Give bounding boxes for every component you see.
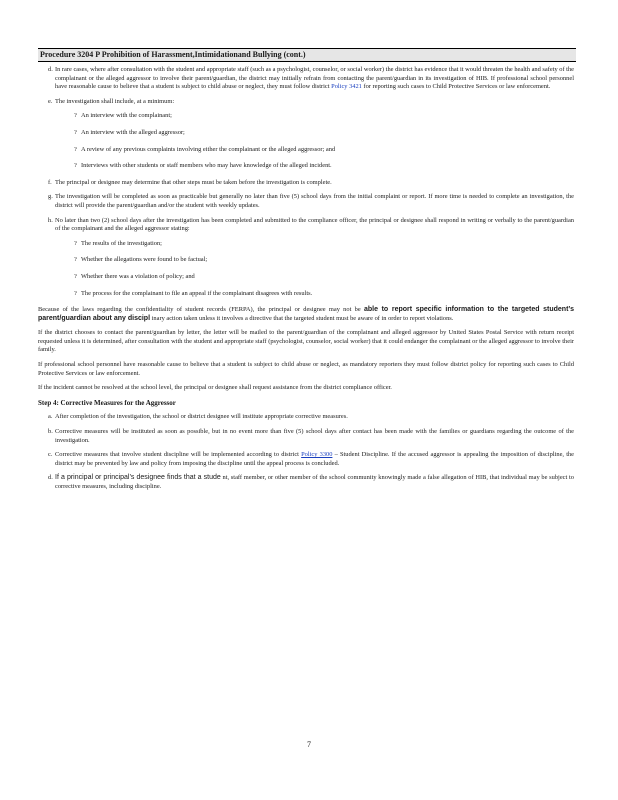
item-text: The investigation will be completed as soon as practicable but generally no later than five (5) school days from the initial complaint or report. If more time is needed to complete an investigation, the district will provide the parent/guardian and/or the student with weekly updates. xyxy=(55,193,574,209)
bullet-marker: ? xyxy=(74,289,77,297)
item-text: Corrective measures will be instituted as soon as possible, but in no event more than five (5) school days after contact has been made with the families or guardians regarding the outcome of the investigation. xyxy=(55,428,574,444)
list-item-d xyxy=(38,66,574,92)
list-marker: b. xyxy=(48,428,53,436)
list-marker: e. xyxy=(48,97,53,105)
item-text: In rare cases, where after consultation with the student and appropriate staff (such as a psychologist, counselor, or social worker) the district has evidence that it would threaten the health and safety of the complainant or the alleged aggressor to involve their parent/guardian, the district may initially refrain from contacting the parent/guardian in its investigation of HIB. If professional school personnel have reasonable cause to believe that a student is subject to child abuse or neglect, they must follow district xyxy=(55,66,574,91)
sub-item-text: Interviews with other students or staff members who may have knowledge of the alleged incident. xyxy=(81,162,332,170)
bullet-marker: ? xyxy=(74,239,77,247)
step4-item-c xyxy=(38,451,574,468)
item-text: No later than two (2) school days after the investigation has been completed and submitted to the compliance officer, the principal or designee shall respond in writing or verbally to the parent/guardian of the complainant and the alleged aggressor stating: xyxy=(55,216,574,233)
sub-item-text: A review of any previous complaints involving either the complainant or the alleged aggressor; and xyxy=(81,145,336,153)
bullet-marker: ? xyxy=(74,256,77,264)
sub-item xyxy=(38,162,574,171)
sub-item-text: Whether there was a violation of policy; and xyxy=(81,272,195,280)
list-marker: d. xyxy=(48,474,53,482)
item-text: nt, staff member, or other member of the school community knowingly made a false allegation of HIB, that individual may be subject to corrective measures, including discipline. xyxy=(55,474,574,490)
bullet-marker: ? xyxy=(74,112,77,120)
sub-item-text: The results of the investigation; xyxy=(81,239,162,247)
document-body xyxy=(38,66,574,498)
list-item-h xyxy=(38,217,574,234)
item-text: The investigation shall include, at a minimum: xyxy=(55,97,175,105)
step-4-heading: Step 4: Corrective Measures for the Aggressor xyxy=(38,398,176,407)
item-text: The principal or designee may determine that other steps must be taken before the investigation is complete. xyxy=(55,178,332,186)
bullet-marker: ? xyxy=(74,272,77,280)
sub-item-text: Whether the allegations were found to be factual; xyxy=(81,256,208,264)
policy-3421-link[interactable]: Policy 3421 xyxy=(331,83,362,91)
sub-item xyxy=(38,273,574,282)
sub-item xyxy=(38,290,574,299)
item-text-large: If a principal or principal’s designee finds that a stude xyxy=(55,474,221,482)
item-text: After completion of the investigation, the school or district designee will institute appropriate corrective measures. xyxy=(55,413,348,421)
step4-item-b xyxy=(38,428,574,445)
mandatory-reporter-paragraph: If professional school personnel have reasonable cause to believe that a student is subject to child abuse or neglect, as mandatory reporters they must follow district policy for reporting such cases to Child Protective Services or law enforcement. xyxy=(38,361,574,377)
list-marker: h. xyxy=(48,216,53,224)
sub-item-text: The process for the complainant to file an appeal if the complainant disagrees with results. xyxy=(81,289,313,297)
paragraph-text: Because of the laws regarding the confidentiality of student records (FERPA), the principal or designee may not be xyxy=(38,306,361,314)
compliance-paragraph: If the incident cannot be resolved at the school level, the principal or designee shall request assistance from the district compliance officer. xyxy=(38,384,392,392)
bullet-marker: ? xyxy=(74,128,77,136)
step4-item-d xyxy=(38,474,574,491)
bullet-marker: ? xyxy=(74,162,77,170)
sub-item xyxy=(38,112,574,121)
list-item-e xyxy=(38,98,574,107)
item-text: Corrective measures that involve student discipline will be implemented according to district xyxy=(55,451,302,459)
item-text: – Student Discipline. If the accused aggressor is appealing the imposition of discipline, the district may be prevented by law and policy from imposing the discipline until the appeal process is concluded. xyxy=(55,451,575,467)
procedure-header: Procedure 3204 P Prohibition of Harassment,Intimidationand Bullying (cont.) xyxy=(38,48,576,62)
bullet-marker: ? xyxy=(74,145,77,153)
sub-item-text: An interview with the complainant; xyxy=(81,112,172,120)
list-item-g xyxy=(38,193,574,210)
list-marker: a. xyxy=(48,413,53,421)
list-marker: c. xyxy=(48,451,53,459)
paragraph-text: inary action taken unless it involves a directive that the targeted student must be aware of in order to report violations. xyxy=(151,314,454,322)
list-marker: d. xyxy=(48,66,53,73)
sub-item xyxy=(38,129,574,138)
sub-item xyxy=(38,256,574,265)
step4-item-a xyxy=(38,413,574,422)
letter-paragraph: If the district chooses to contact the parent/guardian by letter, the letter will be mailed to the parent/guardian of the complainant and alleged aggressor by United States Postal Service with return receipt requested unless it is determined, after consultation with the student and appropriate staff (psychologist, counselor, social worker) that it could endanger the complainant or the alleged aggressor to involve their family. xyxy=(38,329,574,354)
sub-item-text: An interview with the alleged aggressor; xyxy=(81,128,185,136)
sub-item xyxy=(38,240,574,249)
item-text: for reporting such cases to Child Protective Services or law enforcement. xyxy=(361,83,551,91)
list-item-f xyxy=(38,179,574,188)
ferpa-paragraph xyxy=(38,306,574,323)
page-number: 7 xyxy=(307,740,311,749)
policy-3300-link[interactable]: Policy 3300 xyxy=(301,451,333,459)
paragraph-text-bold: able to report specific information to the targeted student’s parent/guardian about any discipl xyxy=(38,306,574,322)
list-marker: g. xyxy=(48,193,53,201)
sub-item xyxy=(38,146,574,155)
list-marker: f. xyxy=(48,178,52,186)
